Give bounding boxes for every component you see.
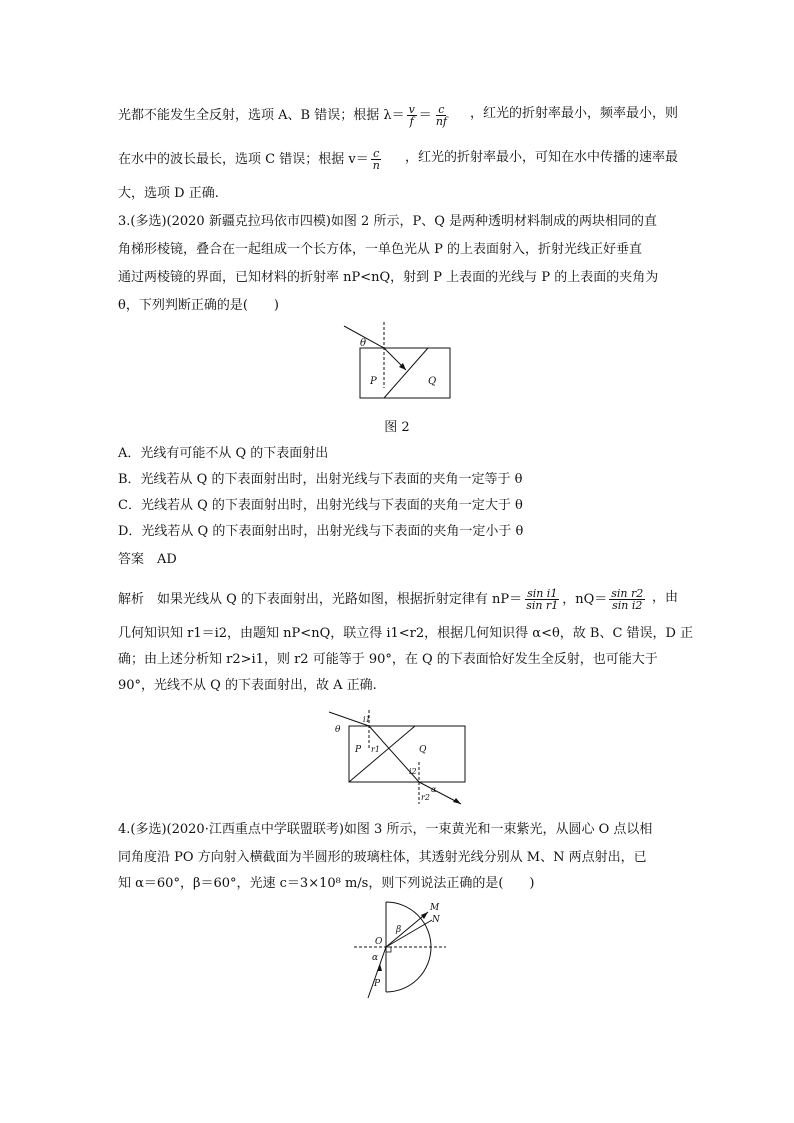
prev-line-3: 大，选项 D 正确. [118, 186, 219, 201]
analysis-line-1: 解析 如果光线从 Q 的下表面射出，光路如图，根据折射定律有 nP＝ $\frac{\text{sin i1}}{\text{sin r1}}$ ，nQ＝ $\frac{\text{sin r2}}{\text{sin i2}}$ ，由 [118, 587, 678, 612]
option-b: B．光线若从 Q 的下表面射出时，出射光线与下表面的夹角一定等于 θ [118, 472, 523, 487]
fraction-c-nf: $\frac{c}{nf}$ [435, 103, 447, 128]
q3-line-4: θ，下列判断正确的是( ) [118, 298, 279, 313]
svg-text:N: N [432, 915, 440, 925]
answer: 答案 AD [118, 552, 177, 567]
svg-text:M: M [430, 903, 440, 913]
figure-2-prism [330, 318, 460, 404]
q4-line-3: 知 α＝60°，β＝60°，光速 c＝3×10⁸ m/s，则下列说法正确的是( ) [118, 876, 535, 891]
prev-line-2: 在水中的波长最长，选项 C 错误；根据 v＝ $\frac{c}{n}$ ，红光的折射率最小，可知在水中传播的速率最 [118, 147, 678, 172]
figure-3-semicircle [348, 896, 460, 1004]
svg-text:Q: Q [428, 376, 437, 387]
figure-2-caption: 图 2 [384, 420, 410, 435]
q3-line-3: 通过两棱镜的界面，已知材料的折射率 nP<nQ，射到 P 上表面的光线与 P 的上表面的夹角为 [118, 270, 659, 285]
svg-text:r1: r1 [371, 745, 380, 754]
q3-line-1: 3.(多选)(2020 新疆克拉玛依市四模)如图 2 所示，P、Q 是两种透明材料制成的两块相同的直 [118, 214, 657, 229]
option-c: C．光线若从 Q 的下表面射出时，出射光线与下表面的夹角一定大于 θ [118, 498, 523, 513]
svg-text:P: P [374, 979, 381, 989]
analysis-line-4: 90°，光线不从 Q 的下表面射出，故 A 正确. [118, 678, 377, 693]
option-a: A．光线有可能不从 Q 的下表面射出 [118, 446, 329, 461]
prev-line-1: 光都不能发生全反射，选项 A、B 错误；根据 λ＝ $\frac{v}{f}$ ＝ $\frac{c}{nf}$ ，红光的折射率最小，频率最小，则 [118, 103, 678, 128]
analysis-line-3: 确；由上述分析知 r2>i1，则 r2 可能等于 90°，在 Q 的下表面恰好发生全反射，也可能大于 [118, 652, 658, 667]
svg-text:O: O [375, 937, 383, 947]
svg-text:β: β [396, 925, 402, 935]
fraction-sin-r2-i2: $\frac{\text{sin r2}}{\text{sin i2}}$ [611, 587, 644, 612]
q4-line-1: 4.(多选)(2020·江西重点中学联盟联考)如图 3 所示，一束黄光和一束紫光，从圆心 O 点以相 [118, 822, 653, 837]
svg-text:θ: θ [335, 725, 341, 735]
svg-text:P: P [355, 745, 362, 755]
svg-text:θ: θ [360, 338, 367, 349]
svg-text:i2: i2 [409, 767, 417, 776]
q4-line-2: 同角度沿 PO 方向射入横截面为半圆形的玻璃柱体，其透射光线分别从 M、N 两点射出，已 [118, 850, 647, 865]
figure-light-path [325, 704, 475, 808]
svg-text:α: α [431, 785, 437, 794]
fraction-sin-i1-r1: $\frac{\text{sin i1}}{\text{sin r1}}$ [526, 587, 559, 612]
fraction-c-n: $\frac{c}{n}$ [372, 147, 380, 172]
fraction-v-f: $\frac{v}{f}$ [408, 103, 415, 128]
svg-text:r2: r2 [421, 793, 430, 802]
q3-line-2: 角梯形棱镜，叠合在一起组成一个长方体，一单色光从 P 的上表面射入，折射光线正好垂直 [118, 242, 643, 257]
analysis-line-2: 几何知识知 r1＝i2，由题知 nP<nQ，联立得 i1<r2，根据几何知识得 α<θ，故 B、C 错误，D 正 [118, 626, 694, 641]
svg-text:P: P [370, 376, 377, 387]
svg-text:i1: i1 [363, 715, 371, 724]
svg-text:Q: Q [419, 745, 427, 755]
option-d: D．光线若从 Q 的下表面射出时，出射光线与下表面的夹角一定小于 θ [118, 524, 524, 539]
svg-text:α: α [372, 953, 379, 963]
